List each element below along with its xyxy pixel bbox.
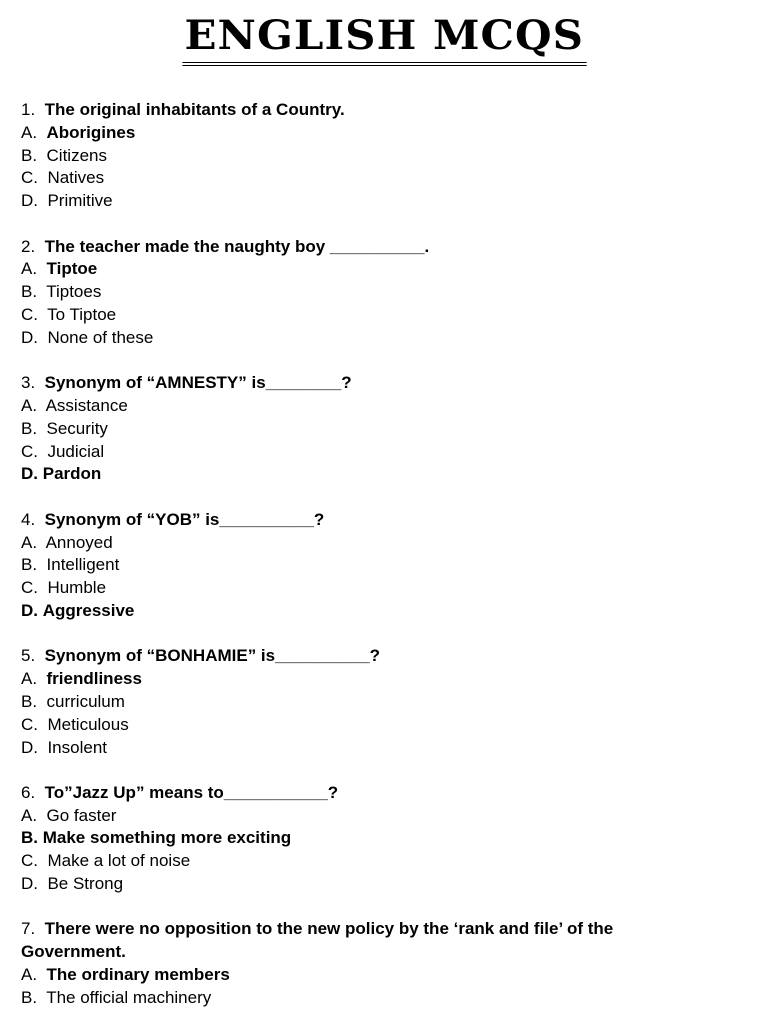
answer-option — [21, 964, 721, 987]
option-letter: C. — [21, 168, 38, 188]
answer-option — [21, 463, 721, 486]
option-text: friendliness — [46, 669, 142, 689]
page-title: ENGLISH MCQS — [182, 14, 586, 66]
option-letter: D. — [21, 874, 38, 894]
option-letter: B. — [21, 145, 38, 165]
question-number: 7. — [21, 919, 36, 939]
option-text: Annoyed — [45, 532, 113, 552]
title-wrapper — [0, 14, 768, 66]
answer-option — [21, 167, 721, 190]
option-letter: A. — [21, 122, 38, 142]
option-letter: B. — [21, 555, 38, 575]
answer-option — [21, 304, 721, 327]
option-letter: C. — [21, 851, 38, 871]
question-line — [21, 236, 721, 259]
question-text: The original inhabitants of a Country. — [44, 100, 345, 119]
answer-option — [21, 668, 721, 691]
question-text: The teacher made the naughty boy __________. — [44, 236, 430, 256]
option-letter: A. — [21, 669, 38, 689]
answer-option — [21, 395, 721, 418]
answer-option — [21, 850, 721, 873]
option-text: Intelligent — [46, 555, 120, 575]
question-block — [21, 509, 721, 623]
question-line — [21, 99, 721, 122]
option-text: Be Strong — [47, 874, 124, 894]
option-letter: D. — [21, 600, 38, 620]
answer-option — [21, 714, 721, 737]
question-block — [21, 782, 721, 896]
option-text: curriculum — [46, 691, 125, 711]
answer-option — [21, 418, 721, 441]
option-text: The ordinary members — [46, 965, 230, 985]
answer-option — [21, 873, 721, 896]
question-line — [21, 509, 721, 532]
option-letter: B. — [21, 828, 38, 848]
option-letter: B. — [21, 418, 38, 438]
option-letter: A. — [21, 965, 38, 985]
question-text: Synonym of “YOB” is__________? — [44, 509, 325, 529]
option-text: Pardon — [42, 464, 102, 484]
question-line — [21, 372, 721, 395]
question-number: 4. — [21, 509, 36, 529]
question-number: 1. — [21, 100, 36, 119]
option-text: Natives — [47, 168, 105, 188]
question-text: There were no opposition to the new policy by the ‘rank and file’ of the Government. — [21, 919, 618, 962]
answer-option — [21, 532, 721, 555]
answer-option — [21, 441, 721, 464]
option-text: Primitive — [47, 191, 113, 211]
option-letter: B. — [21, 691, 38, 711]
option-text: Tiptoe — [46, 259, 98, 279]
question-text: To”Jazz Up” means to___________? — [44, 782, 339, 802]
option-letter: C. — [21, 304, 38, 324]
option-text: Tiptoes — [46, 282, 102, 302]
question-block — [21, 236, 721, 350]
option-text: Aggressive — [42, 600, 135, 620]
option-text: Humble — [47, 578, 107, 598]
option-text: Make a lot of noise — [47, 851, 191, 871]
option-letter: D. — [21, 191, 38, 211]
question-block — [21, 645, 721, 759]
answer-option — [21, 691, 721, 714]
option-letter: A. — [21, 395, 38, 415]
option-letter: D. — [21, 464, 38, 484]
option-letter: C. — [21, 578, 38, 598]
question-number: 5. — [21, 646, 36, 666]
answer-option — [21, 145, 721, 168]
option-text: To Tiptoe — [47, 304, 117, 324]
option-letter: A. — [21, 259, 38, 279]
question-line — [21, 782, 721, 805]
option-text: Security — [46, 418, 108, 438]
option-letter: C. — [21, 441, 38, 461]
answer-option — [21, 190, 721, 213]
answer-option — [21, 281, 721, 304]
option-text: None of these — [47, 327, 154, 347]
option-letter: B. — [21, 282, 38, 302]
question-line — [21, 918, 721, 964]
option-letter: A. — [21, 805, 38, 825]
question-line — [21, 645, 721, 668]
answer-option — [21, 600, 721, 623]
option-letter: B. — [21, 987, 38, 1007]
option-letter: D. — [21, 737, 38, 757]
answer-option — [21, 122, 721, 145]
answer-option — [21, 987, 721, 1010]
question-block — [21, 372, 721, 486]
option-text: Go faster — [46, 805, 117, 825]
question-text: Synonym of “AMNESTY” is________? — [44, 373, 352, 393]
option-text: Judicial — [47, 441, 105, 461]
option-text: The official machinery — [46, 987, 212, 1007]
question-block — [21, 99, 721, 213]
option-text: Citizens — [46, 145, 107, 165]
answer-option — [21, 737, 721, 760]
question-number: 3. — [21, 373, 36, 393]
answer-option — [21, 577, 721, 600]
question-number: 6. — [21, 782, 36, 802]
answer-option — [21, 554, 721, 577]
option-letter: D. — [21, 327, 38, 347]
option-text: Aborigines — [46, 122, 136, 142]
option-text: Meticulous — [47, 714, 129, 734]
answer-option — [21, 258, 721, 281]
option-letter: A. — [21, 532, 38, 552]
answer-option — [21, 805, 721, 828]
question-text: Synonym of “BONHAMIE” is__________? — [44, 646, 381, 666]
answer-option — [21, 827, 721, 850]
answer-option — [21, 327, 721, 350]
question-list — [21, 99, 721, 1032]
option-text: Assistance — [45, 395, 128, 415]
question-block — [21, 918, 721, 1009]
option-text: Insolent — [47, 737, 107, 757]
option-text: Make something more exciting — [42, 828, 292, 848]
option-letter: C. — [21, 714, 38, 734]
question-number: 2. — [21, 236, 36, 256]
